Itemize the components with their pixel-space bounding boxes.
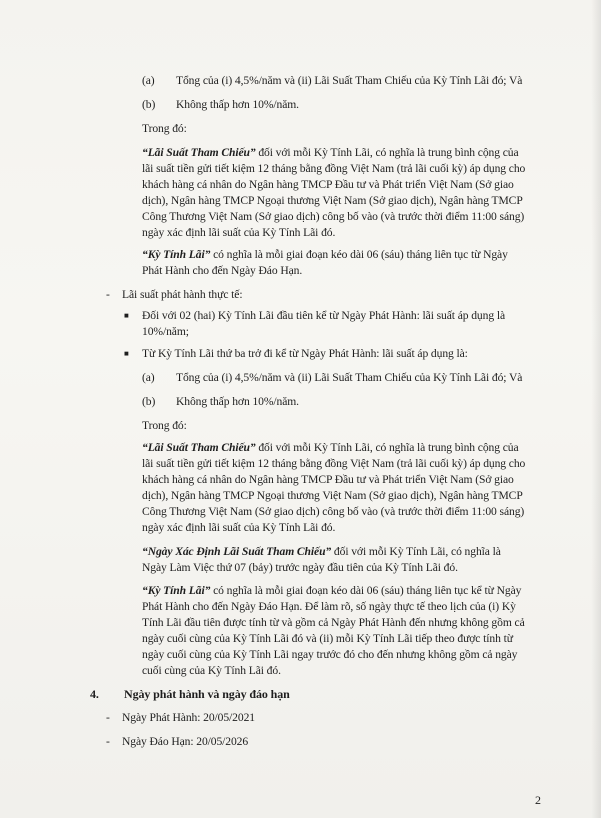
maturity-date: Ngày Đáo Hạn: 20/05/2026 <box>122 735 249 748</box>
block1-a-text: Tổng của (i) 4,5%/năm và (ii) Lãi Suất Tham Chiếu của Kỳ Tính Lãi đó; Và <box>176 74 523 87</box>
actual-rate-bullet1-line2: 10%/năm; <box>142 325 189 338</box>
block2-a-text: Tổng của (i) 4,5%/năm và (ii) Lãi Suất Tham Chiếu của Kỳ Tính Lãi đó; Và <box>176 371 523 384</box>
maturity-date-dash: - <box>106 735 110 748</box>
block2-trong-do: Trong đó: <box>142 419 187 432</box>
block2-ref-rate-line1: đối với mỗi Kỳ Tính Lãi, có nghĩa là trung bình cộng của <box>255 441 519 454</box>
actual-rate-label: Lãi suất phát hành thực tế: <box>122 288 243 301</box>
actual-rate-dash: - <box>106 288 110 301</box>
actual-rate-bullet2: Từ Kỳ Tính Lãi thứ ba trở đi kể từ Ngày Phát Hành: lãi suất áp dụng là: <box>142 347 468 360</box>
block2-ref-rate-line: lãi suất tiền gửi tiết kiệm 12 tháng bằng đồng Việt Nam (trả lãi cuối kỳ) áp dụng cho <box>142 457 526 470</box>
block2-period-line: ngày cuối cùng của Kỳ Tính Lãi ngay trước đó cho đến nhưng không gồm cả ngày <box>142 648 518 661</box>
issue-date-dash: - <box>106 711 110 724</box>
section4-number: 4. <box>90 687 99 701</box>
block2-ref-rate-first-line <box>142 441 519 455</box>
block2-det-date-term: “Ngày Xác Định Lãi Suất Tham Chiếu” <box>142 545 332 558</box>
block2-period-line1: có nghĩa là mỗi giai đoạn kéo dài 06 (sáu) tháng liên tục kể từ Ngày <box>210 584 522 597</box>
block2-det-date-line2: Ngày Làm Việc thứ 07 (bảy) trước ngày đầu tiên của Kỳ Tính Lãi đó. <box>142 561 458 574</box>
block2-ref-rate-line: ngày xác định lãi suất của Kỳ Tính Lãi đó. <box>142 521 336 534</box>
block1-trong-do: Trong đó: <box>142 122 187 135</box>
block1-ref-rate-line: khách hàng cá nhân do Ngân hàng TMCP Đầu tư và Phát triển Việt Nam (Sở giao <box>142 178 514 191</box>
section4-title: Ngày phát hành và ngày đáo hạn <box>124 687 290 701</box>
block1-ref-rate-line: dịch), Ngân hàng TMCP Ngoại thương Việt Nam (Sở giao dịch), Ngân hàng TMCP <box>142 194 523 207</box>
block2-period-line: Phát Hành cho đến Ngày Đáo Hạn. Để làm rõ, số ngày thực tế theo lịch của (i) Kỳ <box>142 600 516 613</box>
issue-date: Ngày Phát Hành: 20/05/2021 <box>122 711 255 724</box>
page-number: 2 <box>535 793 541 807</box>
block1-b-marker: (b) <box>142 98 156 111</box>
block1-ref-rate-line: Công Thương Việt Nam (Sở giao dịch) công bố vào (và trước thời điểm 11:00 sáng) <box>142 210 525 223</box>
block1-period-term: “Kỳ Tính Lãi” <box>142 248 211 261</box>
block2-ref-rate-term: “Lãi Suất Tham Chiếu” <box>142 441 256 454</box>
block2-ref-rate-line: Công Thương Việt Nam (Sở giao dịch) công bố vào (và trước thời điểm 11:00 sáng) <box>142 505 525 518</box>
block1-period-line2: Phát Hành cho đến Ngày Đáo Hạn. <box>142 264 303 277</box>
block1-ref-rate-line: ngày xác định lãi suất của Kỳ Tính Lãi đó. <box>142 226 336 239</box>
block2-ref-rate-line: khách hàng cá nhân do Ngân hàng TMCP Đầu tư và Phát triển Việt Nam (Sở giao <box>142 473 514 486</box>
block1-ref-rate-line1: đối với mỗi Kỳ Tính Lãi, có nghĩa là trung bình cộng của <box>255 146 519 159</box>
block1-ref-rate-term: “Lãi Suất Tham Chiếu” <box>142 146 256 159</box>
block1-ref-rate-first-line <box>142 146 519 160</box>
block2-b-marker: (b) <box>142 395 156 408</box>
page-edge-shadow <box>591 0 601 818</box>
block2-period-line: Tính Lãi đầu tiên được tính từ và gồm cả Ngày Phát Hành đến nhưng không gồm cả <box>142 616 525 629</box>
block2-b-text: Không thấp hơn 10%/năm. <box>176 395 299 408</box>
block2-period-term: “Kỳ Tính Lãi” <box>142 584 211 597</box>
block2-period-line: cuối cùng của Kỳ Tính Lãi đó. <box>142 664 281 677</box>
actual-rate-bullet1-line1: Đối với 02 (hai) Kỳ Tính Lãi đầu tiên kể từ Ngày Phát Hành: lãi suất áp dụng là <box>142 309 505 322</box>
bullet-square-icon: ■ <box>124 349 129 358</box>
block1-a-marker: (a) <box>142 74 155 87</box>
block2-a-marker: (a) <box>142 371 155 384</box>
block1-b-text: Không thấp hơn 10%/năm. <box>176 98 299 111</box>
bullet-square-icon: ■ <box>124 311 129 320</box>
block2-ref-rate-line: dịch), Ngân hàng TMCP Ngoại thương Việt Nam (Sở giao dịch), Ngân hàng TMCP <box>142 489 523 502</box>
block2-period-line: ngày cuối cùng của Kỳ Tính Lãi đó và (ii) mỗi Kỳ Tính Lãi tiếp theo được tính từ <box>142 632 513 645</box>
block2-det-date-line1: đối với mỗi Kỳ Tính Lãi, có nghĩa là <box>331 545 501 558</box>
block1-period-first-line <box>142 248 508 262</box>
block2-period-first-line <box>142 584 521 598</box>
block2-det-date-first-line <box>142 545 501 559</box>
block1-ref-rate-line: lãi suất tiền gửi tiết kiệm 12 tháng bằng đồng Việt Nam (trả lãi cuối kỳ) áp dụng cho <box>142 162 526 175</box>
block1-period-line1: có nghĩa là mỗi giai đoạn kéo dài 06 (sáu) tháng liên tục từ Ngày <box>210 248 508 261</box>
